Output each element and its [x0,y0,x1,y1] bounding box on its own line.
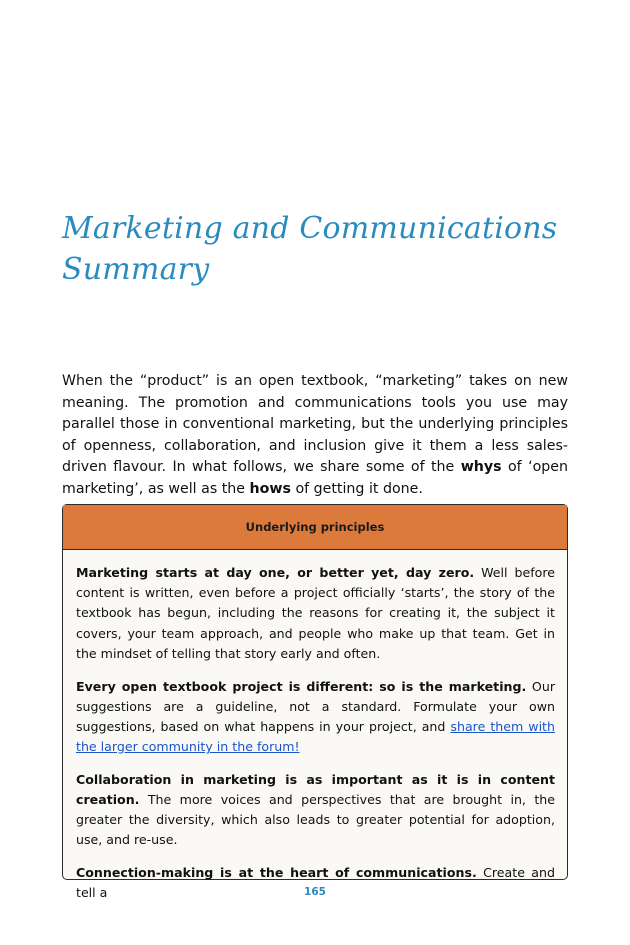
principle-item [76,677,555,758]
forum-link[interactable]: share them with the larger community in the forum! [76,718,555,755]
page-title [62,208,572,290]
principle-body: The more voices and perspectives that are brought in, the greater the diversity, which also leads to greater potential for adoption, use, and re-use. [76,792,555,848]
intro-text-1: When the “product” is an open textbook, “marketing” takes on new meaning. The promotion and communications tools you use may parallel those in conventional marketing, but the underlying principles of openness, collaboration, and inclusion give it them a less sales-driven flavour. In what follows, we share some of the [62,373,568,475]
intro-paragraph [62,371,568,500]
intro-whys: whys [460,459,502,475]
principle-heading: Marketing starts at day one, or better yet, day zero. [76,565,475,580]
intro-text-2: of ‘open marketing’, as well as the [62,459,568,497]
principle-body: Well before content is written, even before a project officially ‘starts’, the story of the textbook has begun, including the reasons for creating it, the subject it covers, your team approach, and people who make up that team. Get in the mindset of telling that story early and often. [76,565,555,661]
intro-text-3: of getting it done. [290,480,423,497]
principle-item [76,770,555,851]
page-number: 165 [304,886,326,898]
principle-heading: Collaboration in marketing is as important as it is in content creation. [76,771,555,808]
principle-item [76,563,555,664]
principles-box-body [63,550,567,904]
principle-heading: Every open textbook project is different: so is the marketing. [76,678,527,694]
principles-box-header: Underlying principles [63,505,567,550]
title-line-1: Marketing and Communications [62,211,558,246]
principle-body: Our suggestions are a guideline, not a standard. Formulate your own suggestions, based on what happens in your project, and [76,678,555,734]
title-line-2: Summary [62,252,210,287]
principle-heading: Connection-making is at the heart of communications. [76,865,477,881]
intro-hows: hows [249,480,291,497]
principle-body: Create and tell a [76,865,555,901]
